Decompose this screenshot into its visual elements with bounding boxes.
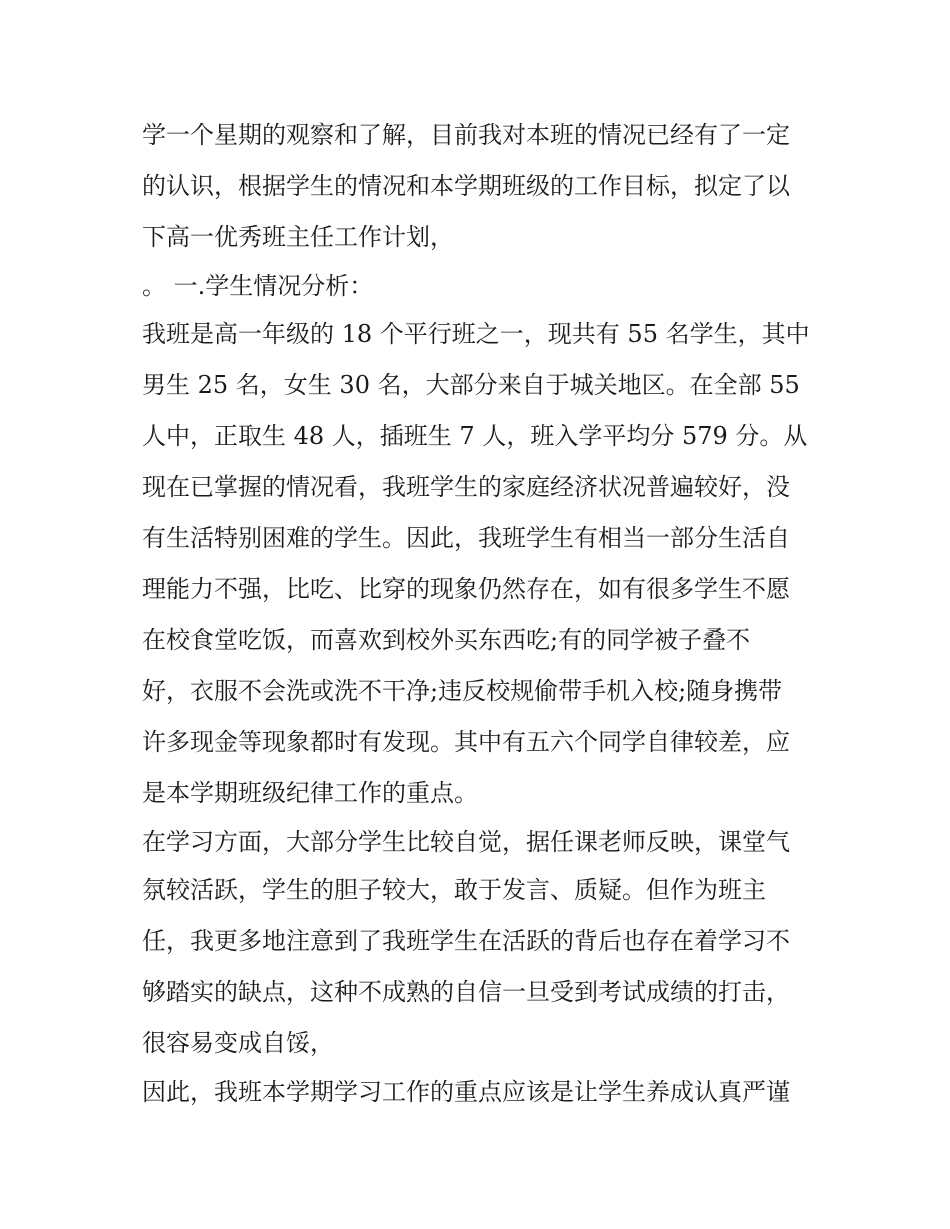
- text-line: 下高一优秀班主任工作计划，: [142, 223, 454, 251]
- text-line: 在学习方面，大部分学生比较自觉，据任课老师反映，课堂气: [142, 828, 790, 856]
- text-line: 够踏实的缺点，这种不成熟的自信一旦受到考试成绩的打击，: [142, 978, 790, 1006]
- text-line: 理能力不强，比吃、比穿的现象仍然存在，如有很多学生不愿: [142, 575, 790, 603]
- section-heading: 。 一.学生情况分析：: [142, 272, 374, 300]
- text-line: 是本学期班级纪律工作的重点。: [142, 779, 478, 807]
- text-line: 学一个星期的观察和了解，目前我对本班的情况已经有了一定: [142, 121, 790, 149]
- text-line: 现在已掌握的情况看，我班学生的家庭经济状况普遍较好，没: [142, 473, 790, 501]
- text-line: 有生活特别困难的学生。因此，我班学生有相当一部分生活自: [142, 524, 790, 552]
- text-line: 很容易变成自馁，: [142, 1029, 334, 1057]
- text-line: 因此，我班本学期学习工作的重点应该是让学生养成认真严谨: [142, 1078, 790, 1106]
- text-line: 好，衣服不会洗或洗不干净;违反校规偷带手机入校;随身携带: [142, 677, 783, 705]
- text-line: 的认识，根据学生的情况和本学期班级的工作目标，拟定了以: [142, 172, 790, 200]
- text-line: 人中，正取生 48 人，插班生 7 人，班入学平均分 579 分。从: [142, 422, 808, 450]
- document-body: [142, 110, 832, 1115]
- text-line: 任，我更多地注意到了我班学生在活跃的背后也存在着学习不: [142, 927, 790, 955]
- text-line: 男生 25 名，女生 30 名，大部分来自于城关地区。在全部 55: [142, 371, 800, 399]
- text-line: 我班是高一年级的 18 个平行班之一，现共有 55 名学生，其中: [142, 320, 810, 348]
- text-line: 许多现金等现象都时有发现。其中有五六个同学自律较差，应: [142, 728, 790, 756]
- text-line: 氛较活跃，学生的胆子较大，敢于发言、质疑。但作为班主: [142, 876, 766, 904]
- text-line: 在校食堂吃饭，而喜欢到校外买东西吃;有的同学被子叠不: [142, 626, 751, 654]
